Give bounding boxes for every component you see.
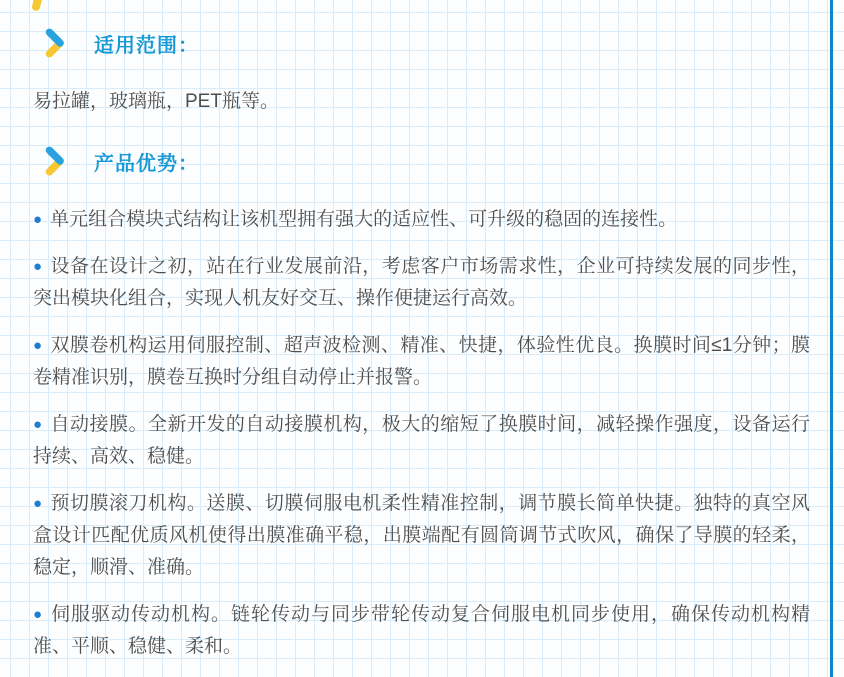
advantage-bullet-item: ● 单元组合模块式结构让该机型拥有强大的适应性、可升级的稳固的连接性。 (33, 209, 678, 230)
chevron-right-icon (42, 144, 70, 178)
scope-heading: 适用范围： (94, 34, 199, 57)
advantage-bullet-item: ● 设备在设计之初，站在行业发展前沿，考虑客户市场需求性，企业可持续发展的同步性，突出模块化组合，实现人机友好交互、操作便捷运行高效。 (33, 256, 810, 309)
bullet-dot-icon: ● (33, 258, 43, 275)
bullet-dot-icon: ● (33, 211, 43, 228)
section-advantages (33, 144, 810, 663)
advantage-bullet-item: ● 伺服驱动传动机构。链轮传动与同步带轮传动复合伺服电机同步使用，确保传动机构精准、平顺、稳健、柔和。 (33, 604, 810, 657)
advantage-bullet-item: ● 预切膜滚刀机构。送膜、切膜伺服电机柔性精准控制，调节膜长简单快捷。独特的真空风盒设计匹配优质风机使得出膜准确平稳，出膜端配有圆筒调节式吹风，确保了导膜的轻柔，稳定，顺滑、准确。 (33, 493, 810, 578)
scope-body-text: 易拉罐，玻璃瓶，PET瓶等。 (33, 91, 279, 112)
bullet-dot-icon: ● (33, 337, 43, 354)
cutoff-chevron-fragment-icon (31, 0, 43, 12)
bullet-dot-icon: ● (33, 606, 44, 623)
bullet-dot-icon: ● (33, 416, 43, 433)
bullet-dot-icon: ● (33, 495, 43, 512)
advantages-heading-row (42, 144, 810, 178)
advantage-bullet-item: ● 双膜卷机构运用伺服控制、超声波检测、精准、快捷，体验性优良。换膜时间≤1分钟；膜卷精准识别，膜卷互换时分组自动停止并报警。 (33, 335, 811, 388)
section-scope (33, 26, 810, 118)
right-border-line (830, 0, 833, 677)
advantages-bullet-list (33, 204, 810, 663)
scope-heading-row (42, 26, 810, 60)
advantage-bullet-item: ● 自动接膜。全新开发的自动接膜机构，极大的缩短了换膜时间，减轻操作强度，设备运行持续、高效、稳健。 (33, 414, 810, 467)
chevron-right-icon (42, 26, 70, 60)
advantages-heading: 产品优势： (94, 152, 199, 175)
